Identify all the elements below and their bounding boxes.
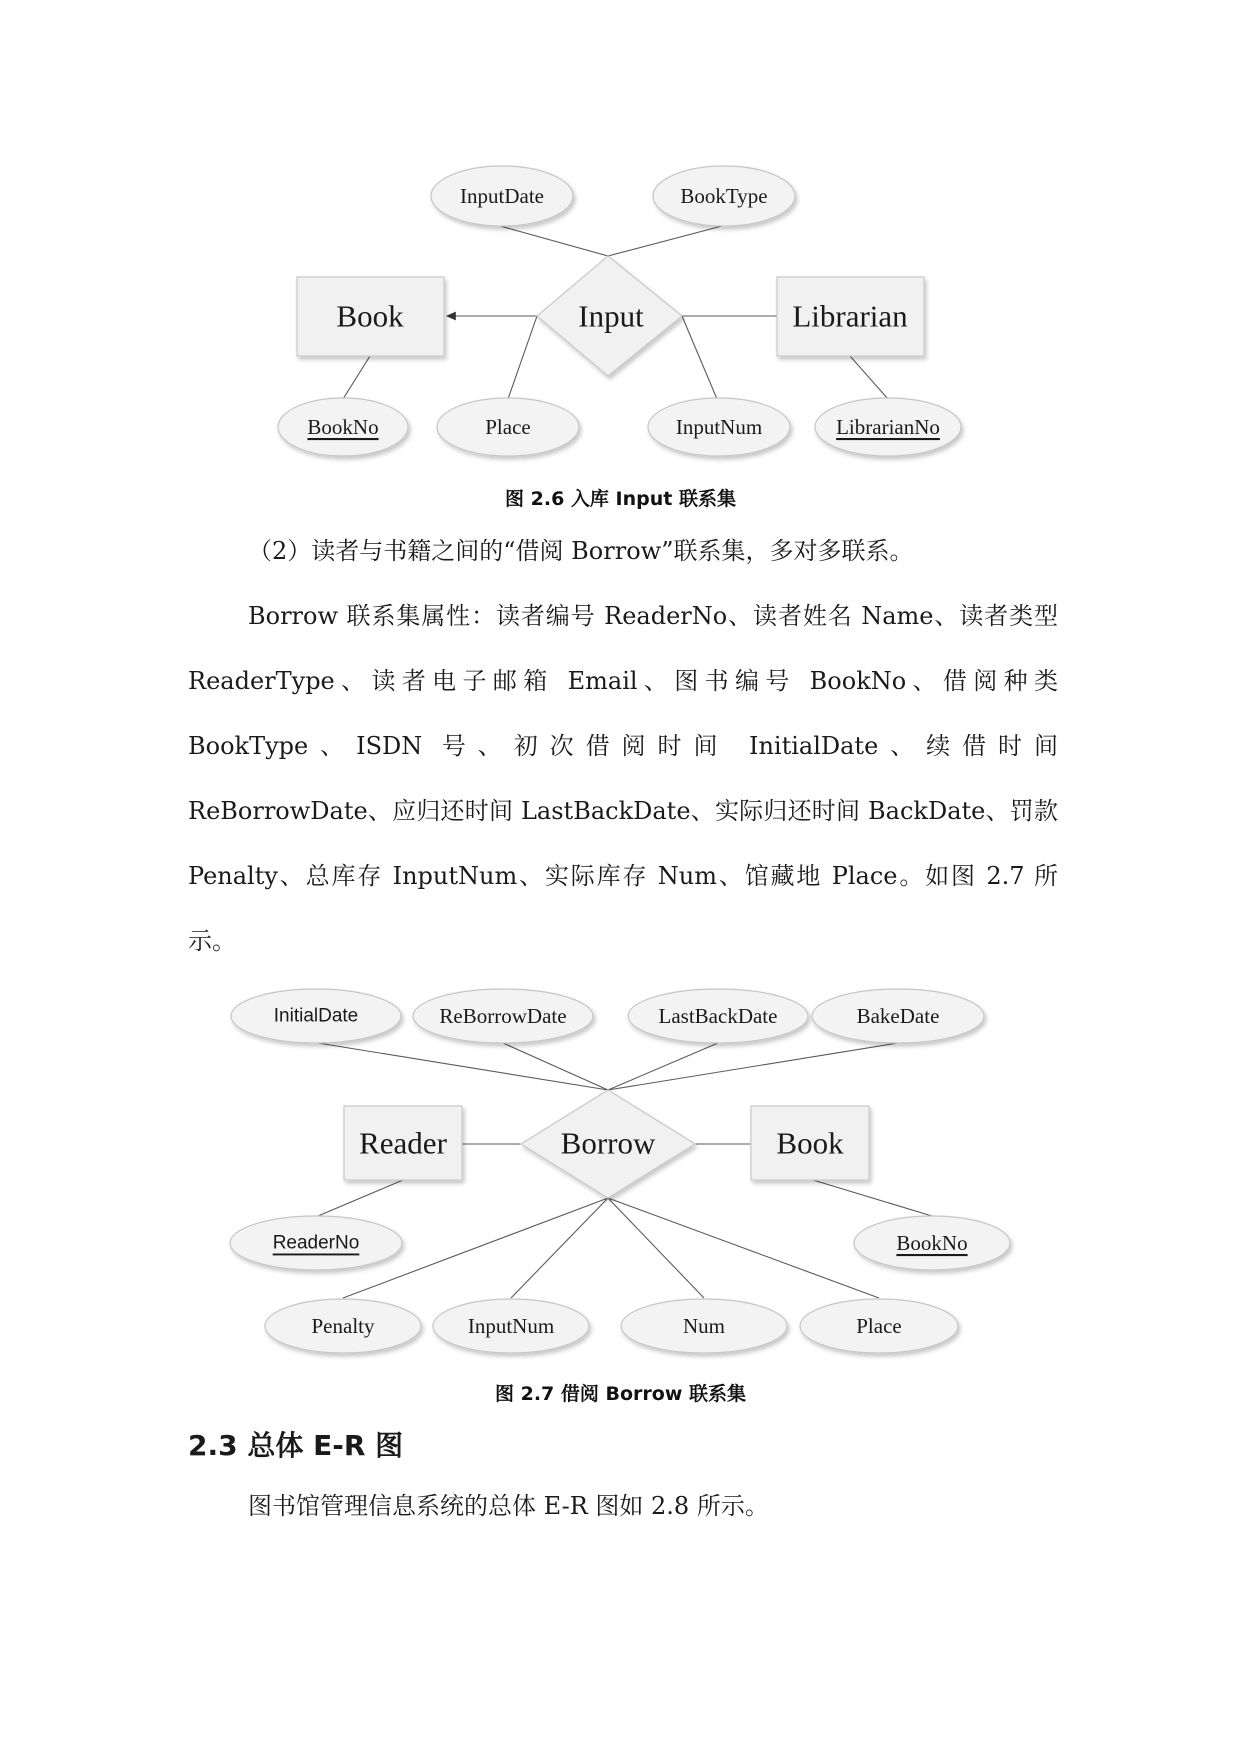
attribute-inputdate-label: InputDate — [460, 184, 544, 208]
connector-line — [508, 316, 537, 399]
connector-line — [318, 1180, 403, 1216]
attribute-bakedate-label: BakeDate — [856, 1004, 940, 1028]
attribute-place-label: Place — [485, 415, 531, 439]
connector-line — [343, 356, 370, 399]
connector-line — [511, 1198, 608, 1298]
figure-input-er-diagram — [0, 0, 1241, 470]
section-heading: 2.3 总体 E-R 图 — [188, 1429, 404, 1462]
attribute-lastbackdate-label: LastBackDate — [658, 1004, 778, 1028]
attribute-librarianno-label: LibrarianNo — [836, 415, 940, 439]
figure-borrow-er-diagram — [0, 980, 1241, 1380]
relationship-borrow-label: Borrow — [560, 1125, 656, 1161]
attribute-booktype-label: BookType — [680, 184, 768, 208]
relationship-input-label: Input — [578, 298, 644, 334]
paragraph-2: Borrow 联系集属性：读者编号 ReaderNo、读者姓名 Name、读者类型 ReaderType、读者电子邮箱 Email、图书编号 BookNo、借阅种类 BookType、ISDN 号、初次借阅时间 InitialDate、续借时间 ReBorrowDate、应归还时间 LastBackDate、实际归还时间 BackDate、罚款 Penalty、总库存 InputNum、实际库存 Num、馆藏地 Place。如图 2.7 所示。 — [188, 602, 1058, 955]
paragraph-1: （2）读者与书籍之间的“借阅 Borrow”联系集，多对多联系。 — [248, 537, 914, 565]
attribute-bookno-label: BookNo — [896, 1231, 968, 1255]
attribute-readerno-label: ReaderNo — [272, 1232, 360, 1254]
connector-line — [503, 1043, 608, 1090]
connector-line — [318, 1043, 608, 1090]
attribute-reborrowdate-label: ReBorrowDate — [439, 1004, 567, 1028]
paragraph-3: 图书馆管理信息系统的总体 E-R 图如 2.8 所示。 — [248, 1492, 769, 1520]
attribute-inputnum-label: InputNum — [675, 415, 763, 439]
connector-line — [608, 226, 722, 256]
connector-line — [813, 1180, 932, 1216]
entity-book-label: Book — [336, 298, 404, 334]
connector-line — [608, 1198, 879, 1298]
figure-2-caption: 图 2.7 借阅 Borrow 联系集 — [495, 1383, 746, 1405]
attribute-penalty-label: Penalty — [311, 1314, 375, 1338]
connector-line — [608, 1198, 704, 1298]
connector-line — [608, 1043, 718, 1090]
entity-reader-label: Reader — [359, 1125, 447, 1161]
attribute-initialdate-label: InitialDate — [273, 1005, 359, 1027]
figure-1-caption: 图 2.6 入库 Input 联系集 — [505, 488, 736, 510]
connector-line — [682, 316, 717, 399]
attribute-bookno-label: BookNo — [307, 415, 379, 439]
connector-line — [608, 1043, 898, 1090]
entity-book-label: Book — [776, 1125, 844, 1161]
connector-line — [850, 356, 888, 399]
attribute-place-label: Place — [856, 1314, 902, 1338]
attribute-inputnum-label: InputNum — [467, 1314, 555, 1338]
attribute-num-label: Num — [683, 1314, 725, 1338]
connector-line — [500, 226, 608, 256]
entity-librarian-label: Librarian — [792, 298, 908, 334]
